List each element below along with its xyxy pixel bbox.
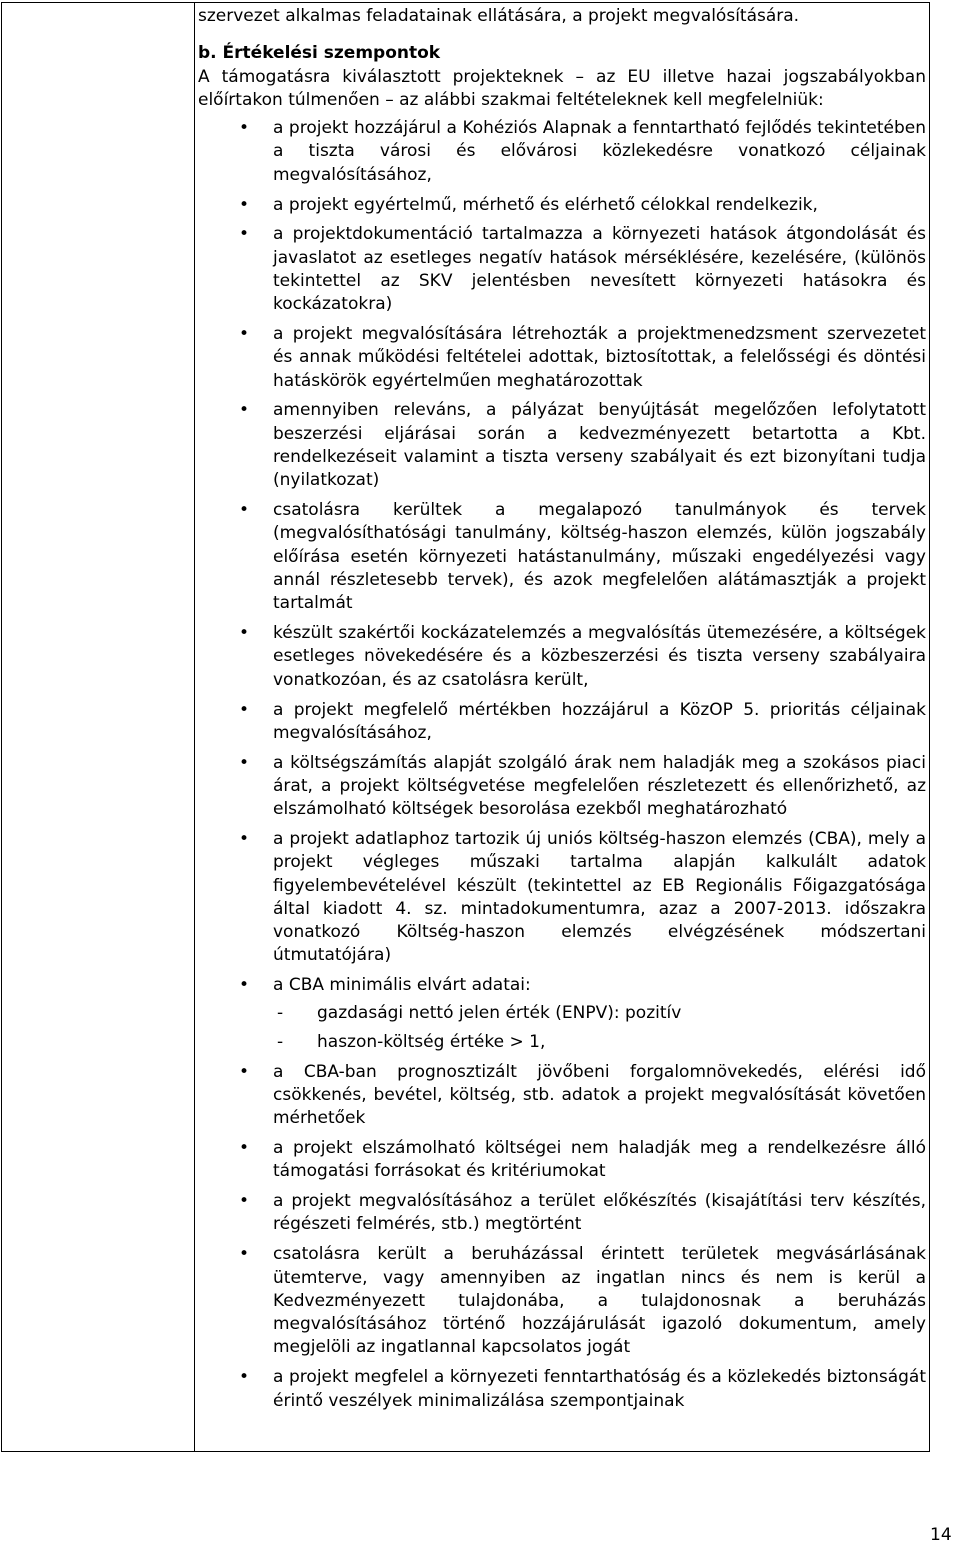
bullet-icon: •	[238, 752, 250, 773]
bullet-icon: •	[238, 224, 250, 245]
criteria-list	[198, 117, 926, 1413]
bullet-icon: •	[238, 829, 250, 849]
section-heading: b. Értékelési szempontok	[198, 43, 441, 64]
list-item	[198, 974, 926, 1054]
bullet-icon: •	[238, 1061, 250, 1082]
list-item-text: a költségszámítás alapját szolgáló árak nem haladják meg a szokásos piaci árat, a projekt költségvetése megfelelően részletezett és ellenőrizhető, az elszámolható költségek besorolása ezekből meghatározható	[273, 752, 926, 820]
list-item-text: a projekt elszámolható költségei nem haladják meg a rendelkezésre álló támogatási forrásokat és kritériumokat	[273, 1138, 926, 1182]
bullet-icon: •	[238, 975, 250, 996]
list-item-text: a projekt hozzájárul a Kohéziós Alapnak a fenntartható fejlődés tekintetében a tiszta városi és elővárosi közlekedésre vonatkozó céljainak megvalósításához,	[273, 118, 926, 185]
list-item	[198, 399, 926, 492]
intro-paragraph: A támogatásra kiválasztott projekteknek – az EU illetve hazai jogszabályokban előírtakon túlmenően – az alábbi szakmai feltételeknek kell megfelelniük:	[198, 66, 926, 110]
bullet-icon: •	[238, 699, 250, 720]
list-item-text: a projekt megvalósításához a terület előkészítés (kisajátítási terv készítés, régészeti felmérés, stb.) megtörtént	[273, 1191, 926, 1235]
list-item	[198, 1137, 926, 1184]
document-content	[198, 5, 926, 1419]
list-item	[198, 1061, 926, 1131]
list-item	[198, 622, 926, 692]
list-item	[198, 1366, 926, 1413]
list-item	[198, 1190, 926, 1237]
list-item-text: a CBA minimális elvárt adatai:	[273, 975, 531, 996]
bullet-icon: •	[238, 118, 250, 139]
bullet-icon: •	[238, 400, 250, 421]
bullet-icon: •	[238, 1138, 250, 1159]
list-item-text: gazdasági nettó jelen érték (ENPV): pozitív	[317, 1002, 682, 1023]
bullet-icon: •	[238, 194, 250, 215]
bullet-icon: •	[238, 324, 250, 345]
dash-icon: -	[277, 1002, 284, 1023]
list-item	[198, 223, 926, 316]
list-item-text: a projekt megfelel a környezeti fenntarthatóság és a közlekedés biztonságát érintő veszélyek minimalizálása szempontjainak	[273, 1367, 926, 1411]
list-item	[198, 117, 926, 187]
list-item-text: a projektdokumentáció tartalmazza a környezeti hatások átgondolását és javaslatot az esetleges negatív hatások mérséklésére, kezelésére, (különös tekintettel az SKV jelentésben nevesített környezeti hatásokra és kockázatokra)	[273, 224, 926, 315]
list-item-text: a CBA-ban prognosztizált jövőbeni forgalomnövekedés, elérési idő csökkenés, bevétel, költség, stb. adatok a projekt megvalósítását követően mérhetőek	[273, 1061, 926, 1129]
cba-requirements-list	[273, 1002, 926, 1055]
list-item	[198, 752, 926, 822]
list-item	[198, 828, 926, 968]
page-number: 14	[930, 1525, 952, 1545]
list-item	[273, 1031, 926, 1054]
bullet-icon: •	[238, 1244, 250, 1265]
bullet-icon: •	[238, 1367, 250, 1388]
list-item-text: haszon-költség értéke > 1,	[317, 1031, 546, 1052]
list-item	[273, 1002, 926, 1025]
list-item	[198, 699, 926, 746]
bullet-icon: •	[238, 623, 250, 644]
list-item	[198, 1243, 926, 1359]
list-item-text: amennyiben releváns, a pályázat benyújtását megelőzően lefolytatott beszerzési eljárásai során a kedvezményezett betartotta a Kbt. rendelkezéseit valamint a tiszta verseny szabályait és ezt bizonyítani tudja (nyilatkozat)	[273, 400, 926, 491]
list-item-text: csatolásra került a beruházással érintett területek megvásárlásának ütemterve, vagy amennyiben az ingatlan nincs és nem is kerül a Kedvezményezett tulajdonába, a tulajdonosnak a beruházás megvalósításához történő hozzájárulását igazoló dokumentum, amely megjelöli az ingatlannal kapcsolatos jogát	[273, 1244, 926, 1358]
list-item	[198, 499, 926, 615]
list-item-text: csatolásra kerültek a megalapozó tanulmányok és tervek (megvalósíthatósági tanulmány, költség-haszon elemzés, külön jogszabály előírása esetén környezeti hatástanulmány, műszaki engedélyezési vagy annál részletesebb tervek), és azok megfelelően alátámasztják a projekt tartalmát	[273, 500, 926, 614]
intro-line: szervezet alkalmas feladatainak ellátására, a projekt megvalósítására.	[198, 6, 800, 26]
list-item-text: készült szakértői kockázatelemzés a megvalósítás ütemezésére, a költségek esetleges növekedésére és a közbeszerzési és tiszta verseny szabályaira vonatkozóan, és az csatolásra került,	[273, 623, 926, 690]
list-item	[198, 194, 926, 217]
list-item-text: a projekt egyértelmű, mérhető és elérhető célokkal rendelkezik,	[273, 194, 818, 215]
list-item-text: a projekt adatlaphoz tartozik új uniós költség-haszon elemzés (CBA), mely a projekt végleges műszaki tartalma alapján kalkulált adatok figyelembevételével készült (tekintettel az EB Regionális Főigazgatósága által kiadott 4. sz. mintadokumentumra, azaz a 2007-2013. időszakra vonatkozó Költség-haszon elemzés elvégzésének módszertani útmutatójára)	[273, 829, 926, 966]
list-item-text: a projekt megvalósítására létrehozták a projektmenedzsment szervezetet és annak működési feltételei adottak, biztosítottak, a felelősségi és döntési hatáskörök egyértelműen meghatározottak	[273, 324, 926, 391]
table-column-divider	[194, 3, 195, 1451]
list-item	[198, 323, 926, 393]
dash-icon: -	[277, 1031, 284, 1052]
bullet-icon: •	[238, 1191, 250, 1212]
bullet-icon: •	[238, 500, 250, 521]
list-item-text: a projekt megfelelő mértékben hozzájárul a KözOP 5. prioritás céljainak megvalósításához,	[273, 699, 926, 743]
